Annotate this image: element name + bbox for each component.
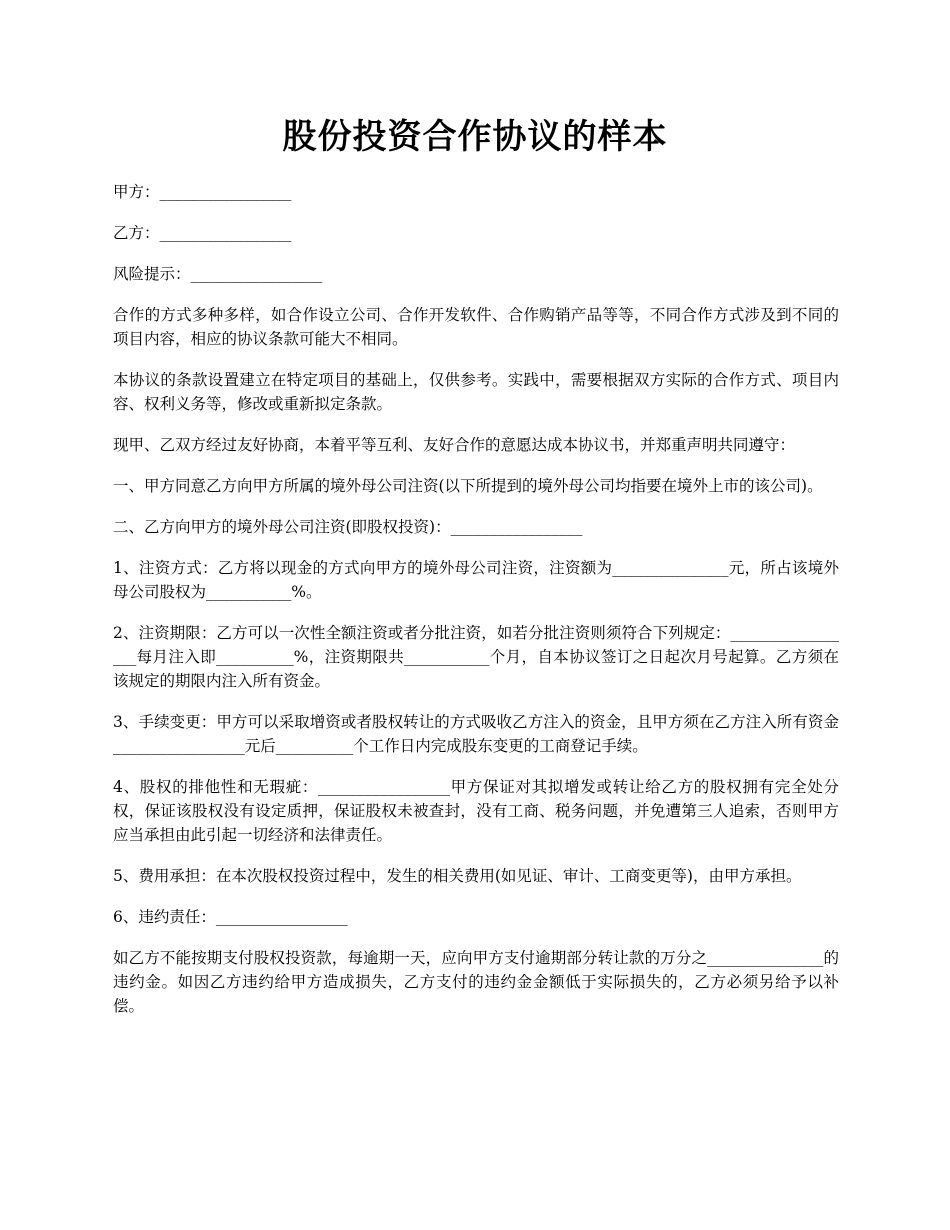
clause-2-item-5: 5、费用承担：在本次股权投资过程中，发生的相关费用(如见证、审计、工商变更等)，由甲方承担。 [113,867,802,885]
party-b-line: 乙方：_________________ [113,224,292,242]
document-body [113,180,839,1035]
clause-2-item-2: 2、注资期限：乙方可以一次性全额注资或者分批注资，如若分批注资则须符合下列规定：_________________每月注入即__________%，注资期限共___________个月，自本协议签订之日起次月号起算。乙方须在该规定的期限内注入所有资金。 [113,624,839,690]
clause-1: 一、甲方同意乙方向甲方所属的境外母公司注资(以下所提到的境外母公司均指要在境外上市的该公司)。 [113,477,823,495]
intro-paragraph-3: 现甲、乙双方经过友好协商，本着平等互利、友好合作的意愿达成本协议书，并郑重声明共同遵守： [113,436,796,454]
clause-2-item-3: 3、手续变更：甲方可以采取增资或者股权转让的方式吸收乙方注入的资金，且甲方须在乙方注入所有资金_________________元后__________个工作日内完成股东变更的工商登记手续。 [113,713,839,755]
party-a-line: 甲方：_________________ [113,183,292,201]
document-title: 股份投资合作协议的样本 [282,117,668,157]
intro-paragraph-2: 本协议的条款设置建立在特定项目的基础上，仅供参考。实践中，需要根据双方实际的合作方式、项目内容、权利义务等，修改或重新拟定条款。 [113,371,839,413]
breach-paragraph: 如乙方不能按期支付股权投资款，每逾期一天，应向甲方支付逾期部分转让款的万分之_______________的违约金。如因乙方违约给甲方造成损失，乙方支付的违约金金额低于实际损失的，乙方必须另给予以补偿。 [113,949,839,1015]
risk-notice-line: 风险提示：_________________ [113,265,323,283]
clause-2-item-1: 1、注资方式：乙方将以现金的方式向甲方的境外母公司注资，注资额为_______________元，所占该境外母公司股权为___________%。 [113,559,839,601]
intro-paragraph-1: 合作的方式多种多样，如合作设立公司、合作开发软件、合作购销产品等等，不同合作方式涉及到不同的项目内容，相应的协议条款可能大不相同。 [113,306,839,348]
clause-2-item-4: 4、股权的排他性和无瑕疵：_________________甲方保证对其拟增发或转让给乙方的股权拥有完全处分权，保证该股权没有设定质押，保证股权未被查封，没有工商、税务问题，并免遭第三人追索，否则甲方应当承担由此引起一切经济和法律责任。 [113,778,839,844]
clause-2: 二、乙方向甲方的境外母公司注资(即股权投资)：_________________ [113,518,583,536]
clause-2-item-6: 6、违约责任：_________________ [113,908,348,926]
